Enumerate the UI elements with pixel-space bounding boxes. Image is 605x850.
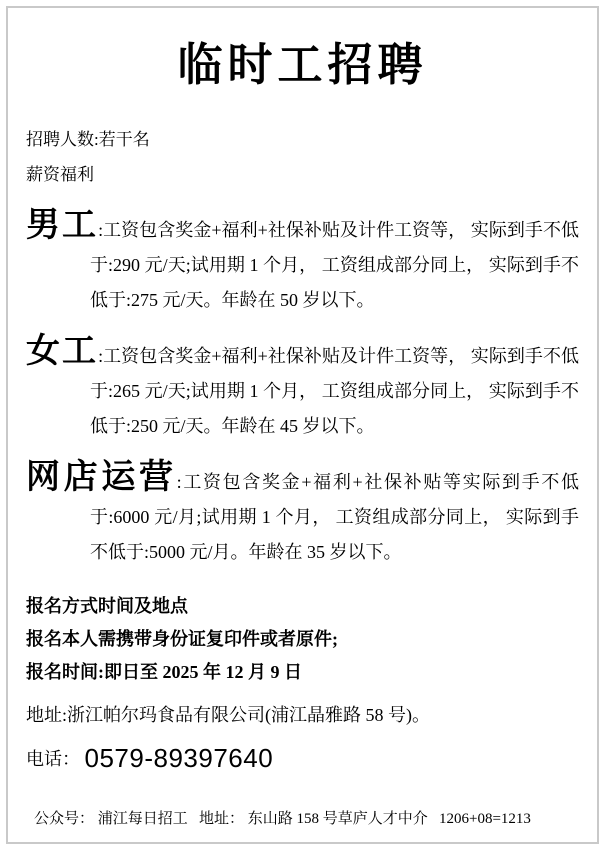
job-title-female-worker: 女工: [26, 332, 99, 371]
job-section-online-shop-operator: [26, 460, 579, 570]
phone-line: [26, 743, 579, 774]
poster-title: 临时工招聘: [177, 39, 428, 90]
job-body-female-worker: :工资包含奖金+福利+社保补贴及计件工资等， 实际到手不低于:265 元/天;试用期 1 个月， 工资组成部分同上， 实际到手不低于:250 元/天。年龄在 45 岁以下。: [90, 346, 580, 437]
headcount-line: 招聘人数:若干名: [26, 130, 150, 150]
phone-number: 0579-89397640: [84, 743, 274, 774]
job-section-female-worker: [26, 334, 579, 444]
signup-section: [26, 590, 579, 689]
benefits-heading: 薪资福利: [26, 165, 94, 185]
intro-section: [26, 122, 579, 192]
job-title-online-shop-operator: 网店运营: [26, 458, 177, 497]
job-section-male-worker: [26, 208, 579, 318]
poster-content: [8, 8, 597, 842]
footer-public-account-line: 公众号： 浦江每日招工 地址： 东山路 158 号草庐人才中介 1206+08=1213: [34, 811, 531, 827]
job-body-male-worker: :工资包含奖金+福利+社保补贴及计件工资等， 实际到手不低于:290 元/天;试用期 1 个月， 工资组成部分同上， 实际到手不低于:275 元/天。年龄在 50 岁以下。: [90, 220, 580, 311]
signup-heading: 报名方式时间及地点: [26, 596, 188, 617]
job-body-online-shop-operator: :工资包含奖金+福利+社保补贴等实际到手不低于:6000 元/月;试用期 1 个月， 工资组成部分同上， 实际到手不低于:5000 元/月。年龄在 35 岁以下。: [90, 472, 579, 563]
signup-deadline: 报名时间:即日至 2025 年 12 月 9 日: [26, 662, 302, 683]
job-title-male-worker: 男工: [26, 206, 99, 245]
company-address: 地址:浙江帕尔玛食品有限公司(浦江晶雅路 58 号)。: [26, 705, 430, 726]
signup-requirement: 报名本人需携带身份证复印件或者原件;: [26, 629, 338, 650]
phone-label: 电话：: [26, 749, 85, 770]
